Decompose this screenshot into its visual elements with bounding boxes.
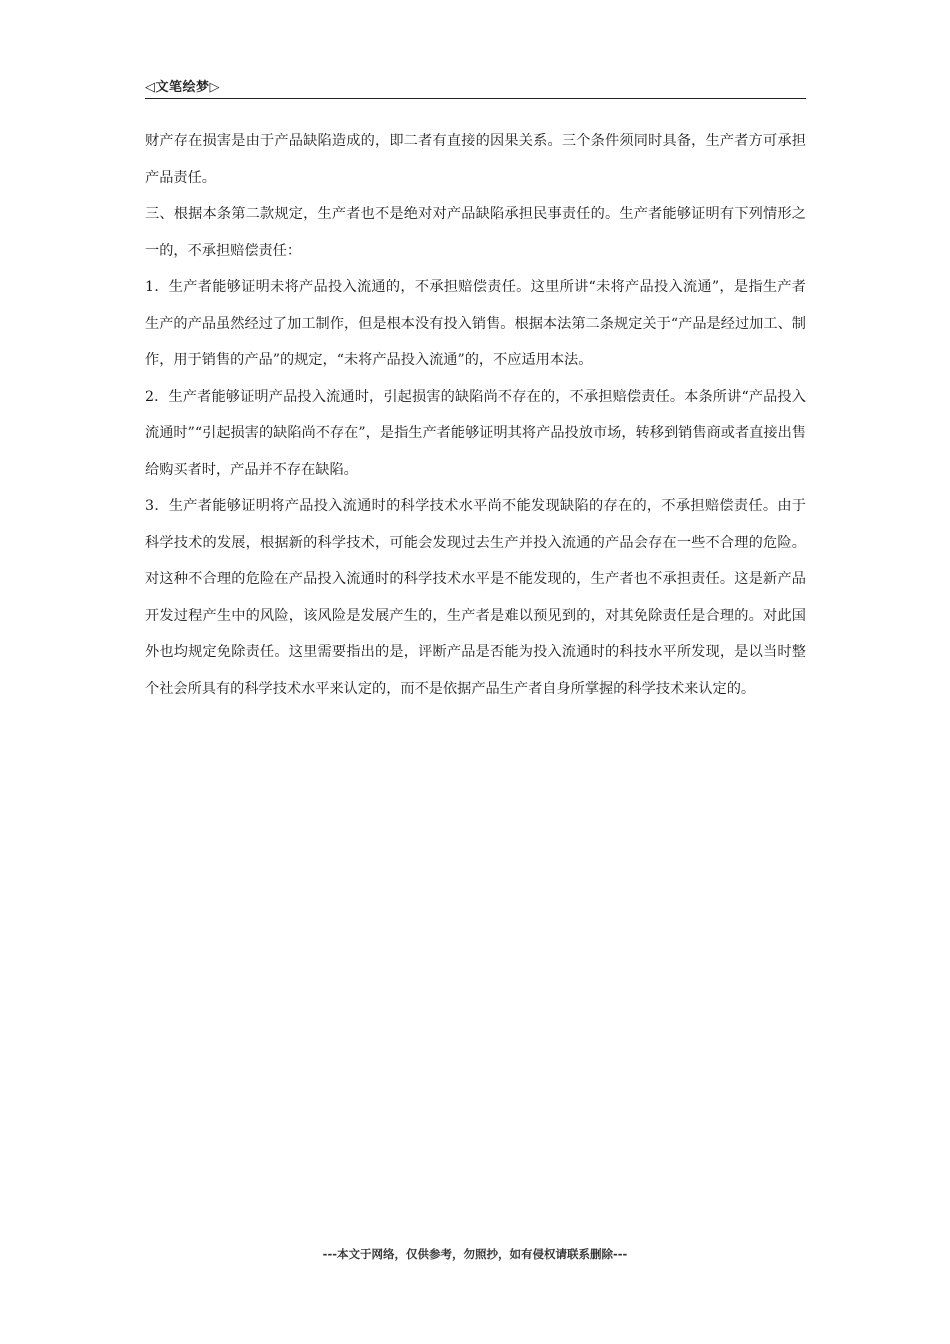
document-body [145, 123, 806, 707]
paragraph: 1．生产者能够证明未将产品投入流通的，不承担赔偿责任。这里所讲“未将产品投入流通”，是指生产者生产的产品虽然经过了加工制作，但是根本没有投入销售。根据本法第二条规定关于“产品是经过加工、制作，用于销售的产品”的规定，“未将产品投入流通”的，不应适用本法。 [145, 279, 806, 368]
paragraph: 2．生产者能够证明产品投入流通时，引起损害的缺陷尚不存在的，不承担赔偿责任。本条所讲“产品投入流通时”“引起损害的缺陷尚不存在”，是指生产者能够证明其将产品投放市场，转移到销售商或者直接出售给购买者时，产品并不存在缺陷。 [145, 388, 806, 478]
paragraph: 财产存在损害是由于产品缺陷造成的，即二者有直接的因果关系。三个条件须同时具备，生产者方可承担产品责任。 [145, 133, 806, 186]
paragraph: 三、根据本条第二款规定，生产者也不是绝对对产品缺陷承担民事责任的。生产者能够证明有下列情形之一的，不承担赔偿责任： [145, 206, 806, 259]
page-footer: ---本文于网络，仅供参考，勿照抄，如有侵权请联系删除--- [322, 1247, 628, 1261]
paragraph: 3．生产者能够证明将产品投入流通时的科学技术水平尚不能发现缺陷的存在的，不承担赔偿责任。由于科学技术的发展，根据新的科学技术，可能会发现过去生产并投入流通的产品会存在一些不合理的危险。对这种不合理的危险在产品投入流通时的科学技术水平是不能发现的，生产者也不承担责任。这是新产品开发过程产生中的风险，该风险是发展产生的，生产者是难以预见到的，对其免除责任是合理的。对此国外也均规定免除责任。这里需要指出的是，评断产品是否能为投入流通时的科技水平所发现，是以当时整个社会所具有的科学技术水平来认定的，而不是依据产品生产者自身所掌握的科学技术来认定的。 [145, 498, 806, 697]
header-title: ◁文笔绘梦▷ [145, 80, 220, 95]
page-header [145, 74, 806, 99]
